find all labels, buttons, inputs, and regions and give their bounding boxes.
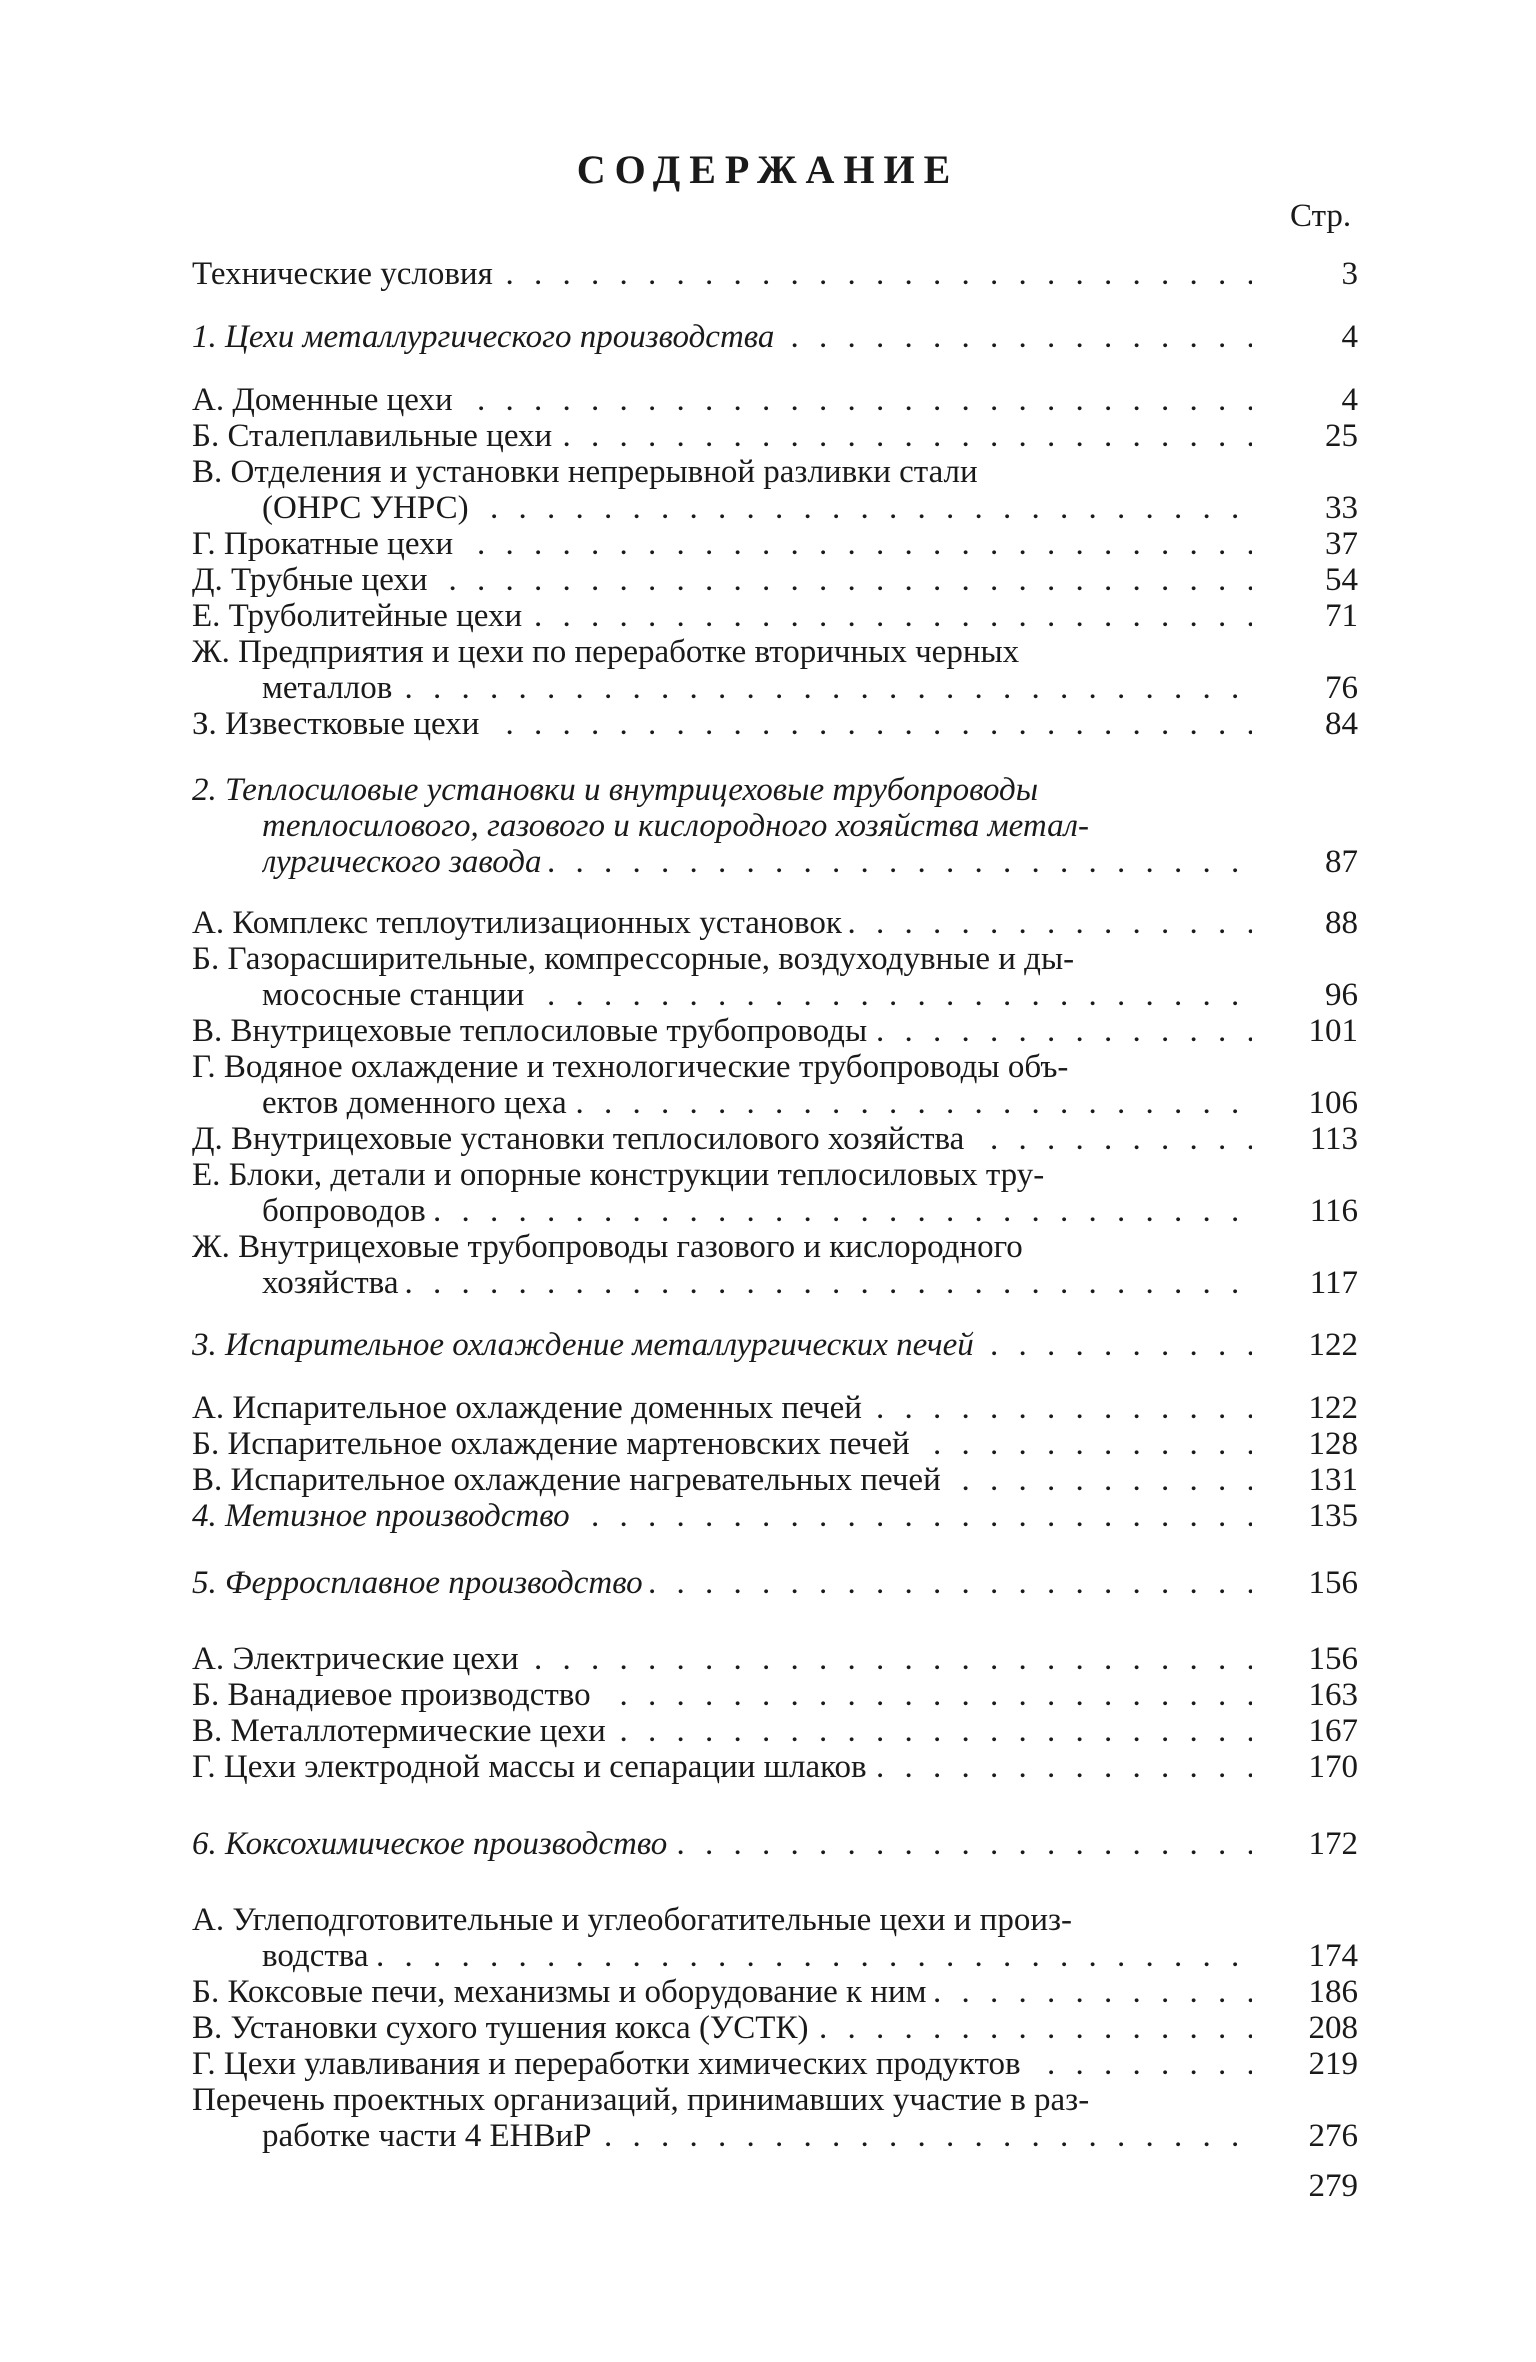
toc-entry-page: 87 xyxy=(1325,844,1358,880)
toc-entry-title: В. Отделения и установки непрерывной разливки стали xyxy=(192,454,984,490)
toc-entry-title: бопроводов xyxy=(262,1193,432,1229)
toc-entry xyxy=(192,526,1252,562)
toc-entry-title: В. Установки сухого тушения кокса (УСТК) xyxy=(192,2010,814,2046)
toc-entry xyxy=(192,454,1252,490)
toc-entry-title: В. Металлотермические цехи xyxy=(192,1713,612,1749)
toc-entry xyxy=(192,1826,1252,1862)
toc-entry xyxy=(262,977,1252,1013)
toc-entry-title: мососные станции xyxy=(262,977,530,1013)
toc-entry-title: хозяйства xyxy=(262,1265,404,1301)
toc-entry xyxy=(192,1749,1252,1785)
toc-entry xyxy=(262,1265,1252,1301)
toc-entry-title: работке части 4 ЕНВиР xyxy=(262,2118,598,2154)
toc-entry xyxy=(262,670,1252,706)
toc-entry-page: 131 xyxy=(1308,1462,1358,1498)
toc-entry xyxy=(262,808,1252,844)
toc-entry-title: Технические условия xyxy=(192,256,499,292)
toc-entry-title: Б. Газорасширительные, компрессорные, воздуходувные и ды- xyxy=(192,941,1080,977)
toc-entry-title: Г. Цехи электродной массы и сепарации шлаков xyxy=(192,1749,873,1785)
toc-entry xyxy=(192,2046,1252,2082)
toc-entry xyxy=(262,844,1252,880)
toc-entry-page: 167 xyxy=(1308,1713,1358,1749)
toc-entry-title: 5. Ферросплавное производство xyxy=(192,1565,649,1601)
toc-entry-title: 6. Коксохимическое производство xyxy=(192,1826,673,1862)
toc-entry-page: 54 xyxy=(1325,562,1358,598)
toc-entry-title: Перечень проектных организаций, принимавших участие в раз- xyxy=(192,2082,1095,2118)
toc-entry xyxy=(192,941,1252,977)
toc-entry-title: Г. Цехи улавливания и переработки химических продуктов xyxy=(192,2046,1027,2082)
toc-entry xyxy=(192,2010,1252,2046)
page-column-header: Стр. xyxy=(1290,198,1352,234)
toc-entry xyxy=(192,1049,1252,1085)
toc-entry-title: Ж. Внутрицеховые трубопроводы газового и кислородного xyxy=(192,1229,1029,1265)
toc-entry-title: Д. Внутрицеховые установки теплосилового хозяйства xyxy=(192,1121,970,1157)
toc-entry xyxy=(192,772,1252,808)
toc-entry xyxy=(192,1013,1252,1049)
toc-entry-page: 135 xyxy=(1308,1498,1358,1534)
toc-entry-page: 71 xyxy=(1325,598,1358,634)
toc-entry-title: В. Испарительное охлаждение нагревательных печей xyxy=(192,1462,947,1498)
toc-entry-title: А. Испарительное охлаждение доменных печей xyxy=(192,1390,868,1426)
toc-entry-title: (ОНРС УНРС) xyxy=(262,490,475,526)
toc-entry-page: 88 xyxy=(1325,905,1358,941)
toc-entry-title: А. Доменные цехи xyxy=(192,382,459,418)
toc-entry-title: А. Углеподготовительные и углеобогатительные цехи и произ- xyxy=(192,1902,1078,1938)
toc-entry-page: 117 xyxy=(1309,1265,1358,1301)
toc-entry xyxy=(192,1641,1252,1677)
toc-entry-page: 186 xyxy=(1308,1974,1358,2010)
toc-entry-page: 113 xyxy=(1309,1121,1358,1157)
toc-entry xyxy=(262,1085,1252,1121)
toc-entry-title: Г. Прокатные цехи xyxy=(192,526,459,562)
toc-entry xyxy=(262,2118,1252,2154)
toc-entry-title: З. Известковые цехи xyxy=(192,706,485,742)
toc-entry-title: водства xyxy=(262,1938,375,1974)
toc-entry-title: 4. Метизное производство xyxy=(192,1498,576,1534)
toc-entry-title: А. Комплекс теплоутилизационных установок xyxy=(192,905,848,941)
toc-entry-title: Г. Водяное охлаждение и технологические трубопроводы объ- xyxy=(192,1049,1074,1085)
toc-entry xyxy=(192,1462,1252,1498)
toc-entry-page: 116 xyxy=(1309,1193,1358,1229)
toc-entry-title: Б. Испарительное охлаждение мартеновских печей xyxy=(192,1426,916,1462)
toc-entry-title: А. Электрические цехи xyxy=(192,1641,525,1677)
toc-entry-page: 76 xyxy=(1325,670,1358,706)
toc-entry-page: 219 xyxy=(1308,2046,1358,2082)
toc-entry xyxy=(192,1426,1252,1462)
toc-entry xyxy=(192,1902,1252,1938)
toc-entry xyxy=(192,1121,1252,1157)
toc-entry xyxy=(262,490,1252,526)
toc-entry-title: Б. Коксовые печи, механизмы и оборудование к ним xyxy=(192,1974,933,2010)
toc-entry-page: 172 xyxy=(1308,1826,1358,1862)
toc-entry-page: 84 xyxy=(1325,706,1358,742)
toc-entry-title: металлов xyxy=(262,670,398,706)
toc-entry xyxy=(262,1938,1252,1974)
toc-entry xyxy=(192,1974,1252,2010)
toc-entry-page: 156 xyxy=(1308,1641,1358,1677)
toc-entry-page: 3 xyxy=(1341,256,1358,292)
toc-entry xyxy=(192,1498,1252,1534)
toc-entry xyxy=(192,418,1252,454)
toc-entry xyxy=(192,2082,1252,2118)
toc-entry-title: Б. Сталеплавильные цехи xyxy=(192,418,558,454)
toc-entry-page: 128 xyxy=(1308,1426,1358,1462)
toc-entry xyxy=(192,1157,1252,1193)
toc-entry-page: 163 xyxy=(1308,1677,1358,1713)
toc-entry-page: 4 xyxy=(1341,319,1358,355)
toc-entry-page: 33 xyxy=(1325,490,1358,526)
toc-entry-page: 122 xyxy=(1308,1327,1358,1363)
page-number: 279 xyxy=(1308,2168,1358,2204)
toc-entry-title: Е. Блоки, детали и опорные конструкции теплосиловых тру- xyxy=(192,1157,1050,1193)
toc-entry-title: В. Внутрицеховые теплосиловые трубопроводы xyxy=(192,1013,873,1049)
toc-entry-page: 122 xyxy=(1308,1390,1358,1426)
toc-entry-page: 276 xyxy=(1308,2118,1358,2154)
toc-entry-title: 2. Теплосиловые установки и внутрицеховые трубопроводы xyxy=(192,772,1044,808)
toc-entry xyxy=(262,1193,1252,1229)
toc-entry xyxy=(192,256,1252,292)
toc-entry-title: Е. Труболитейные цехи xyxy=(192,598,528,634)
toc-entry-title: ектов доменного цеха xyxy=(262,1085,573,1121)
toc-entry xyxy=(192,706,1252,742)
toc-entry xyxy=(192,1327,1252,1363)
toc-entry xyxy=(192,1565,1252,1601)
toc-entry-title: теплосилового, газового и кислородного хозяйства метал- xyxy=(262,808,1095,844)
toc-entry xyxy=(192,382,1252,418)
toc-entry-page: 170 xyxy=(1308,1749,1358,1785)
toc-entry-page: 96 xyxy=(1325,977,1358,1013)
toc-entry-title: 1. Цехи металлургического производства xyxy=(192,319,780,355)
toc-entry-title: лургического завода xyxy=(262,844,547,880)
toc-entry xyxy=(192,562,1252,598)
toc-entry xyxy=(192,905,1252,941)
toc-entry-page: 25 xyxy=(1325,418,1358,454)
toc-entry xyxy=(192,634,1252,670)
toc-entry xyxy=(192,1677,1252,1713)
toc-entry xyxy=(192,1390,1252,1426)
toc-entry-title: 3. Испарительное охлаждение металлургических печей xyxy=(192,1327,980,1363)
toc-entry-title: Д. Трубные цехи xyxy=(192,562,434,598)
toc-entry xyxy=(192,1713,1252,1749)
toc-entry xyxy=(192,319,1252,355)
toc-entry-page: 208 xyxy=(1308,2010,1358,2046)
toc-entry-page: 156 xyxy=(1308,1565,1358,1601)
toc-entry xyxy=(192,1229,1252,1265)
toc-entry-page: 4 xyxy=(1341,382,1358,418)
toc-entry-title: Ж. Предприятия и цехи по переработке вторичных черных xyxy=(192,634,1025,670)
toc-entry-page: 106 xyxy=(1308,1085,1358,1121)
page-title: СОДЕРЖАНИЕ xyxy=(576,147,960,192)
toc-entry-page: 101 xyxy=(1308,1013,1358,1049)
toc-entry-page: 37 xyxy=(1325,526,1358,562)
toc-entry xyxy=(192,598,1252,634)
toc-entry-page: 174 xyxy=(1308,1938,1358,1974)
toc-entry-title: Б. Ванадиевое производство xyxy=(192,1677,597,1713)
